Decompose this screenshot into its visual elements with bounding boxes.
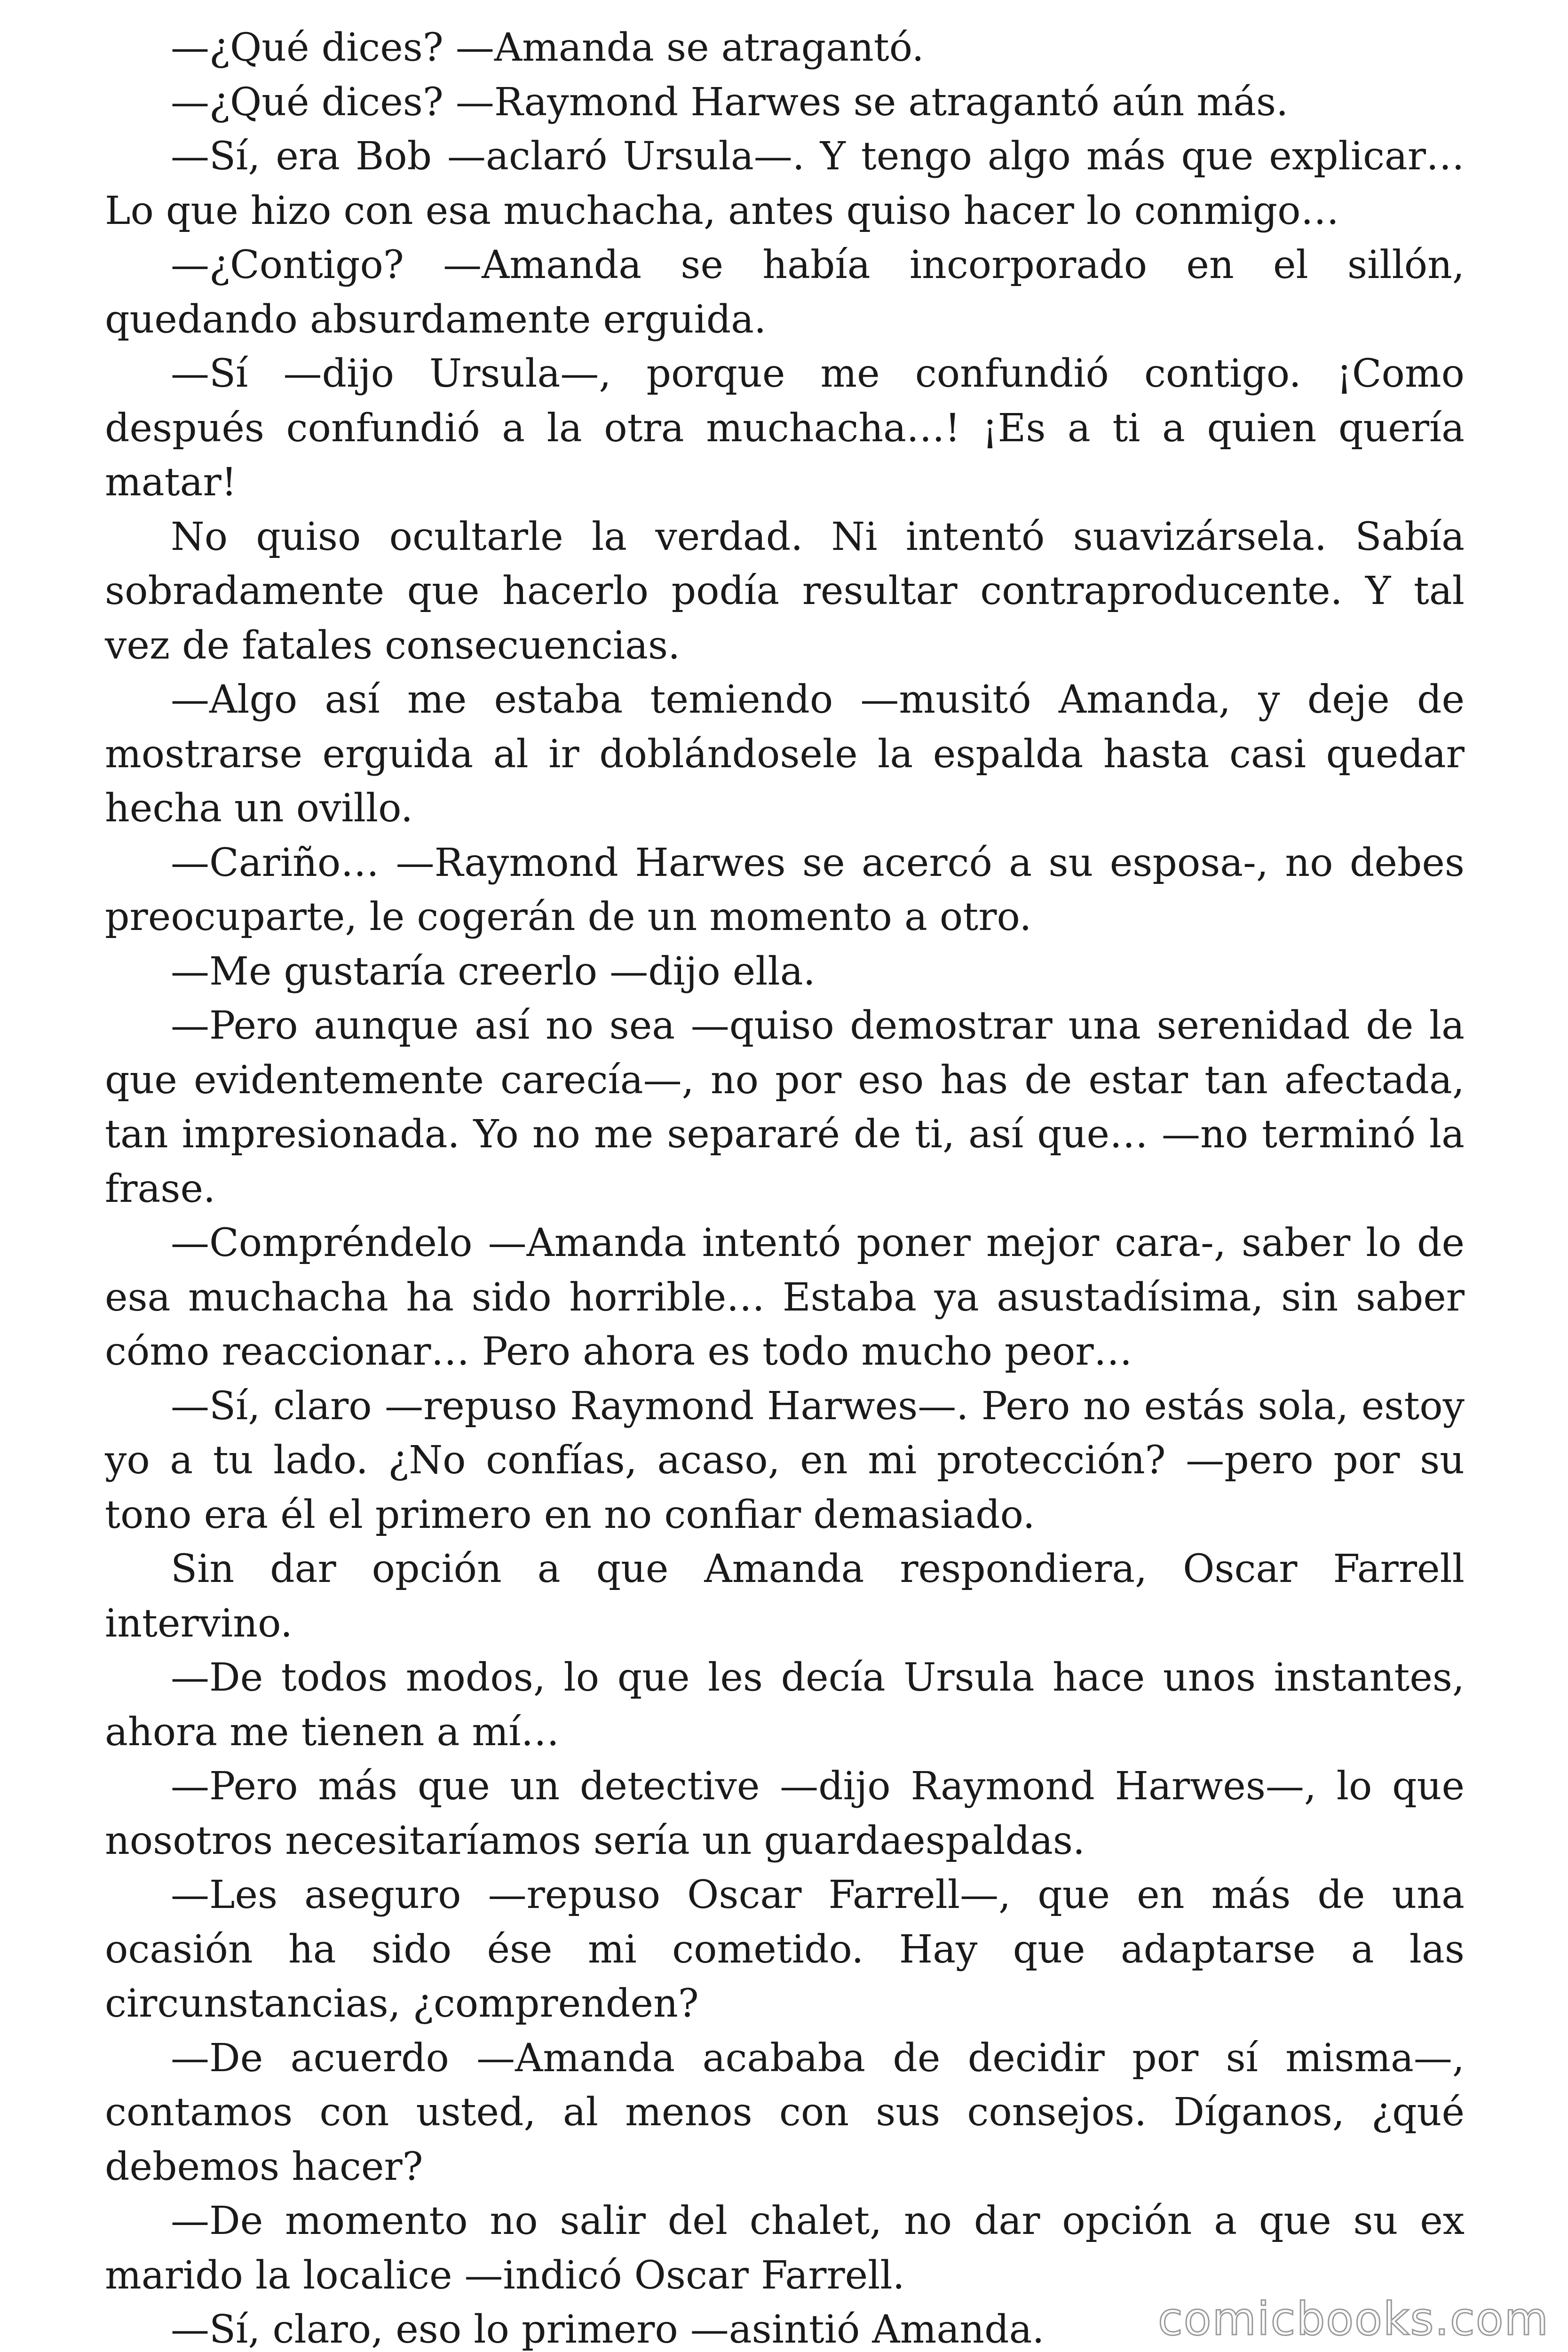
paragraph: —Compréndelo —Amanda intentó poner mejor cara-, saber lo de esa muchacha ha sido horrible… Estaba ya asustadísima, sin saber cómo reaccionar… Pero ahora es todo mucho peor…	[105, 1221, 1465, 1374]
paragraph: —Me gustaría creerlo —dijo ella.	[171, 949, 816, 994]
paragraph: —De acuerdo —Amanda acababa de decidir por sí misma—, contamos con usted, al menos con sus consejos. Díganos, ¿qué debemos hacer?	[105, 2035, 1465, 2189]
paragraph: —¿Contigo? —Amanda se había incorporado en el sillón, quedando absurdamente erguida.	[105, 243, 1465, 342]
document-body	[105, 21, 1465, 2352]
watermark: comicbooks.com	[1157, 2293, 1549, 2345]
paragraph: —Pero más que un detective —dijo Raymond Harwes—, lo que nosotros necesitaríamos sería un guardaespaldas.	[105, 1764, 1465, 1863]
paragraph: —¿Qué dices? —Raymond Harwes se atragantó aún más.	[171, 79, 1289, 125]
paragraph: —Sí —dijo Ursula—, porque me confundió contigo. ¡Como después confundió a la otra muchacha…! ¡Es a ti a quien quería matar!	[105, 351, 1465, 505]
paragraph: —De momento no salir del chalet, no dar opción a que su ex marido la localice —indicó Oscar Farrell.	[105, 2199, 1465, 2298]
paragraph: —Sí, era Bob —aclaró Ursula—. Y tengo algo más que explicar… Lo que hizo con esa muchacha, antes quiso hacer lo conmigo…	[105, 134, 1465, 233]
paragraph: Sin dar opción a que Amanda respondiera, Oscar Farrell intervino.	[105, 1547, 1465, 1646]
paragraph: —Sí, claro —repuso Raymond Harwes—. Pero no estás sola, estoy yo a tu lado. ¿No confías, acaso, en mi protección? —pero por su tono era él el primero en no confiar demasiado.	[105, 1383, 1465, 1537]
paragraph: —Algo así me estaba temiendo —musitó Amanda, y deje de mostrarse erguida al ir doblándosele la espalda hasta casi quedar hecha un ovillo.	[105, 677, 1465, 831]
paragraph: No quiso ocultarle la verdad. Ni intentó suavizársela. Sabía sobradamente que hacerlo podía resultar contraproducente. Y tal vez de fatales consecuencias.	[105, 514, 1465, 668]
paragraph: —Pero aunque así no sea —quiso demostrar una serenidad de la que evidentemente carecía—, no por eso has de estar tan afectada, tan impresionada. Yo no me separaré de ti, así que… —no terminó la frase.	[105, 1003, 1465, 1211]
paragraph: —Sí, claro, eso lo primero —asintió Amanda.	[171, 2307, 1045, 2352]
paragraph: —De todos modos, lo que les decía Ursula hace unos instantes, ahora me tienen a mí…	[105, 1655, 1465, 1755]
paragraph: —Les aseguro —repuso Oscar Farrell—, que en más de una ocasión ha sido ése mi cometido. Hay que adaptarse a las circunstancias, ¿comprenden?	[105, 1873, 1465, 2026]
paragraph: —Cariño… —Raymond Harwes se acercó a su esposa-, no debes preocuparte, le cogerán de un momento a otro.	[105, 840, 1465, 939]
paragraph: —¿Qué dices? —Amanda se atragantó.	[171, 25, 924, 70]
